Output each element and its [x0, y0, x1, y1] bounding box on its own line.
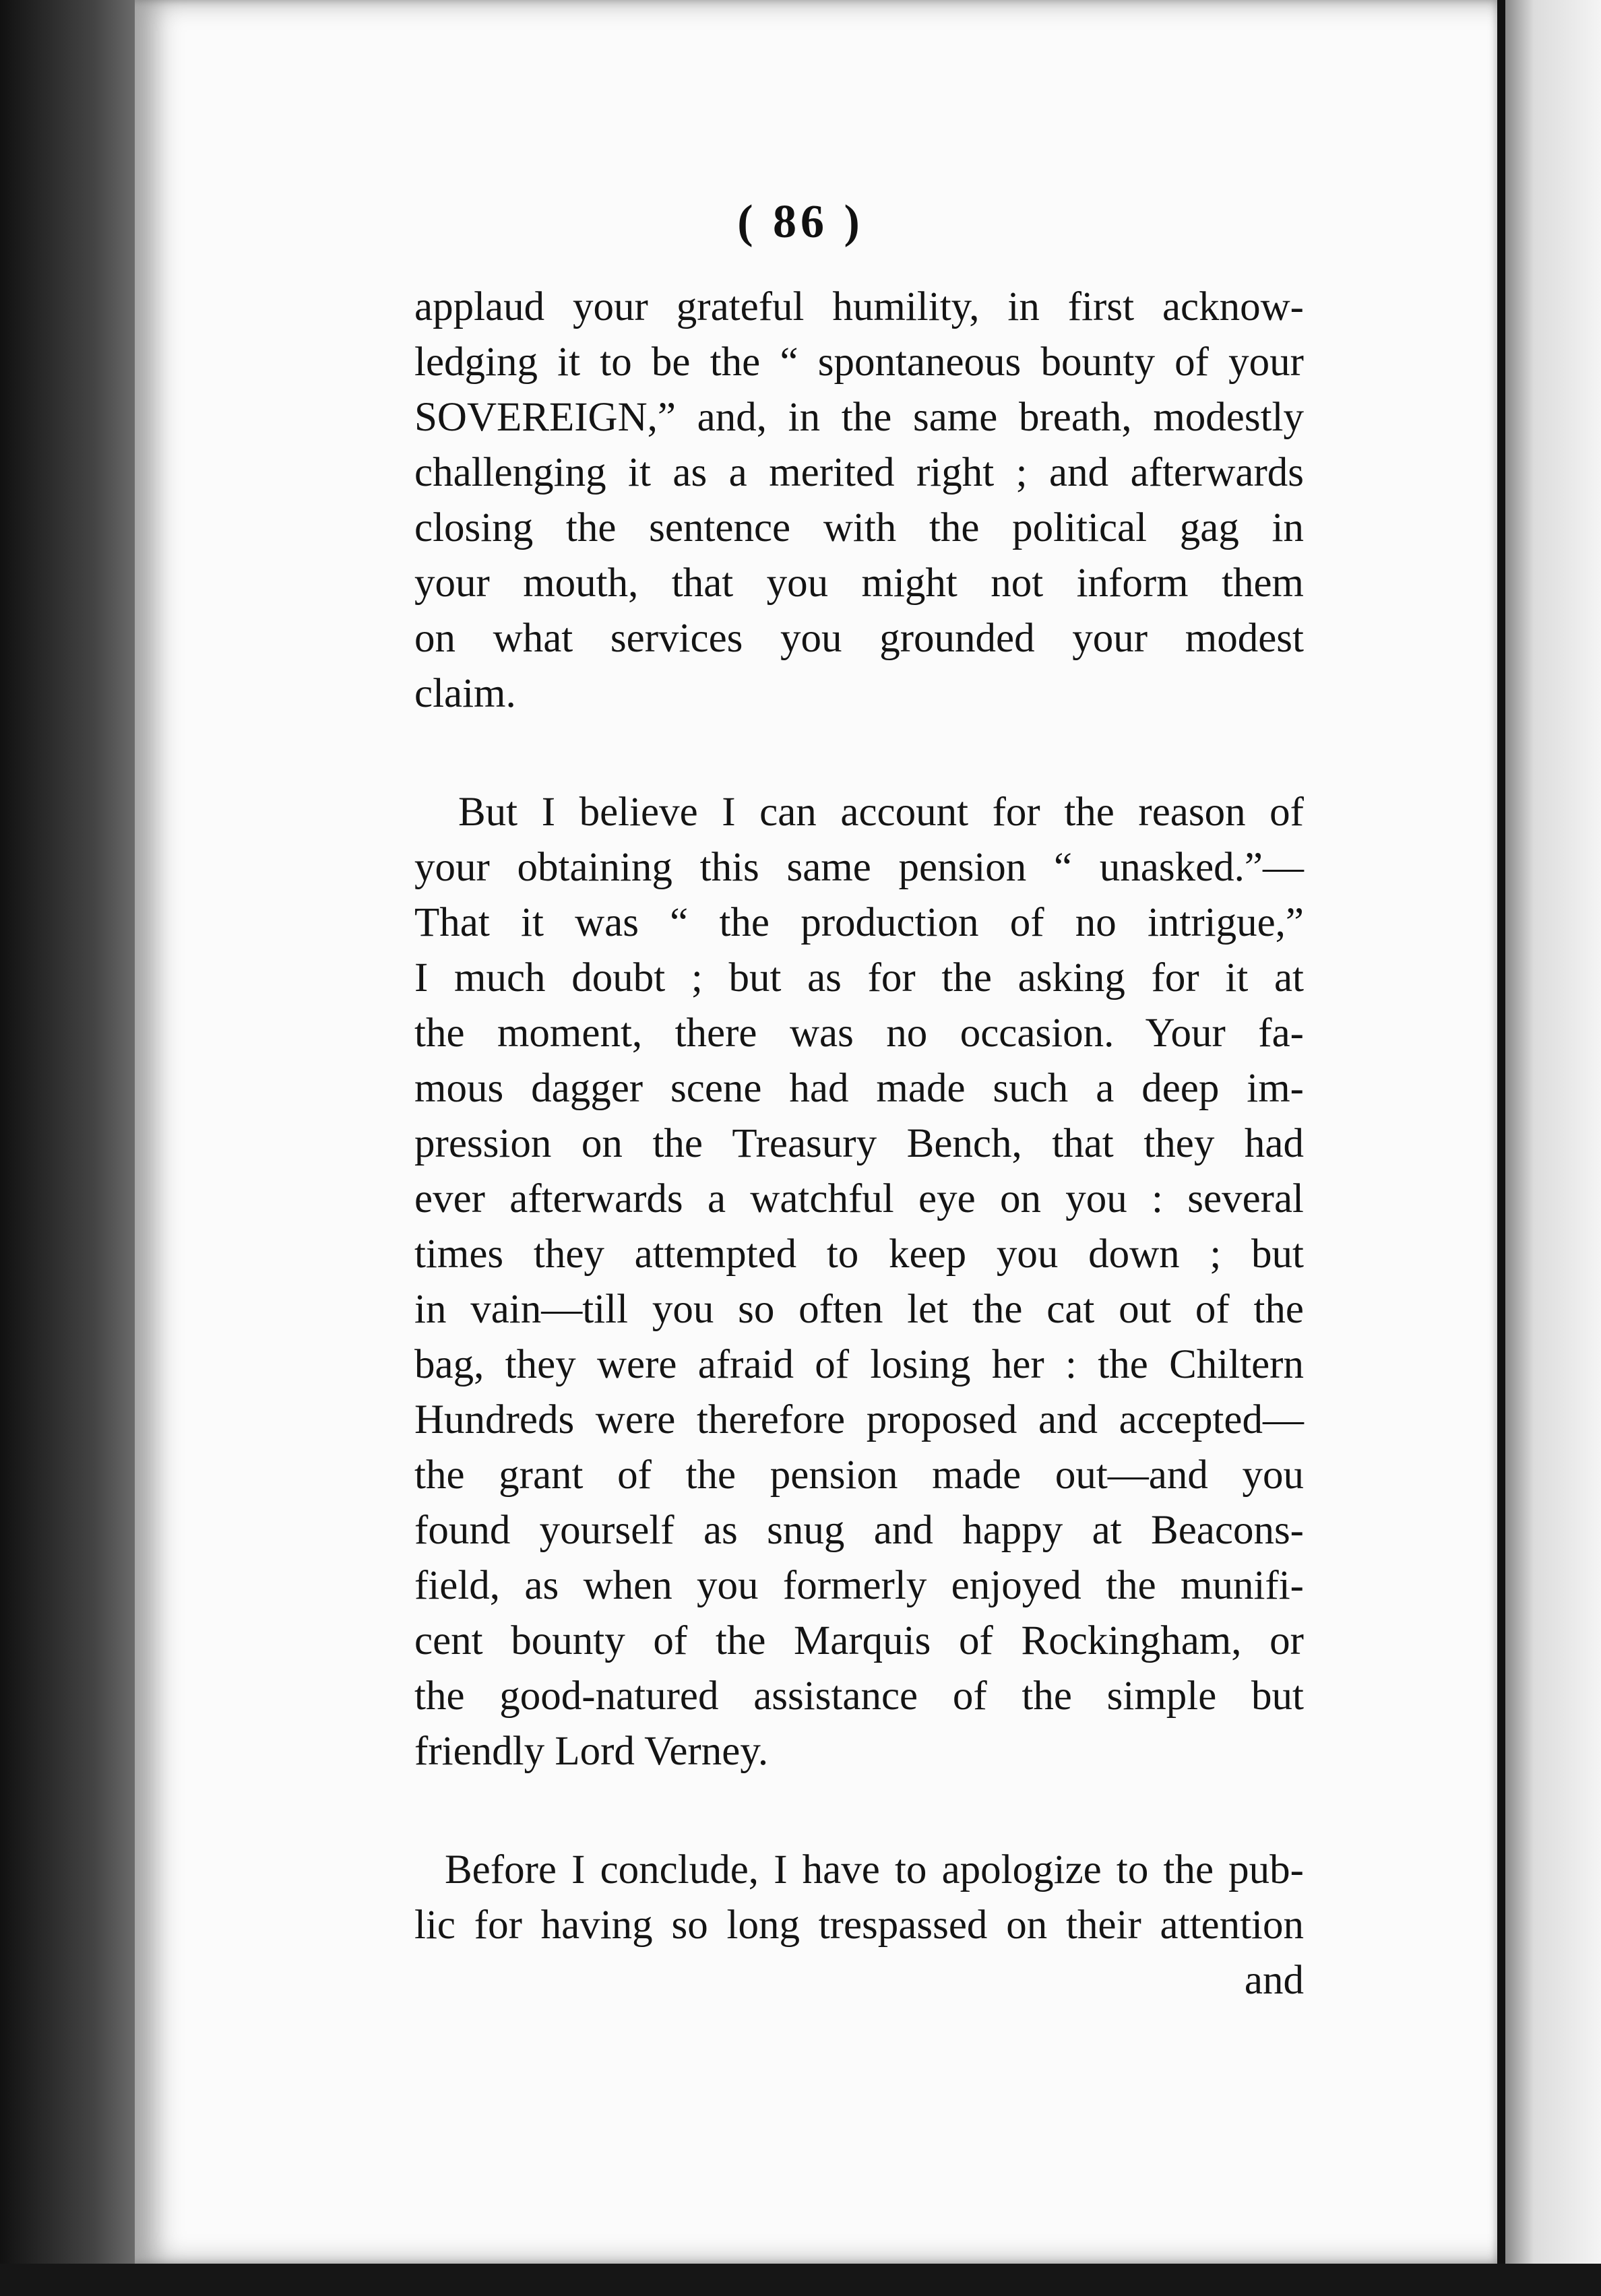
text-line: bag, they were afraid of losing her : the Chiltern	[414, 1342, 1304, 1387]
text-line: friendly Lord Verney.	[414, 1729, 769, 1774]
text-line: Before I conclude, I have to apologize to the pub-	[445, 1847, 1304, 1892]
text-line: Hundreds were therefore proposed and accepted—	[414, 1397, 1304, 1442]
text-line: But I believe I can account for the reason of	[458, 790, 1304, 835]
adjacent-page-edge	[1505, 0, 1601, 2264]
text-line: your mouth, that you might not inform them	[414, 561, 1304, 606]
text-line: times they attempted to keep you down ; but	[414, 1232, 1304, 1277]
text-line: claim.	[414, 671, 516, 716]
text-line: lic for having so long trespassed on their attention	[414, 1903, 1304, 1948]
page-number: ( 86 )	[737, 196, 864, 248]
text-line: the grant of the pension made out—and you	[414, 1453, 1304, 1498]
text-line: pression on the Treasury Bench, that they had	[414, 1121, 1304, 1166]
text-line: mous dagger scene had made such a deep im-	[414, 1066, 1304, 1111]
catchword: and	[1244, 1958, 1304, 2003]
text-line: closing the sentence with the political gag in	[414, 505, 1304, 550]
text-line: found yourself as snug and happy at Beacons-	[414, 1508, 1304, 1553]
text-line: ever afterwards a watchful eye on you : several	[414, 1176, 1304, 1221]
scan-bottom-edge	[0, 2264, 1601, 2296]
text-line: field, as when you formerly enjoyed the munifi-	[414, 1563, 1304, 1608]
text-line: SOVEREIGN,” and, in the same breath, modestly	[414, 395, 1304, 440]
text-line: in vain—till you so often let the cat out of the	[414, 1287, 1304, 1332]
text-line: on what services you grounded your modest	[414, 616, 1304, 661]
page-gutter	[1497, 0, 1505, 2264]
text-line: cent bounty of the Marquis of Rockingham, or	[414, 1618, 1304, 1663]
text-line: the moment, there was no occasion. Your fa-	[414, 1011, 1304, 1056]
text-line: applaud your grateful humility, in first acknow-	[414, 284, 1304, 329]
text-line: ledging it to be the “ spontaneous bounty of your	[414, 340, 1304, 385]
text-line: the good-natured assistance of the simple but	[414, 1673, 1304, 1719]
text-line: That it was “ the production of no intrigue,”	[414, 900, 1304, 945]
text-line: your obtaining this same pension “ unasked.”—	[414, 845, 1304, 890]
book-binding-shadow	[0, 0, 135, 2296]
text-line: I much doubt ; but as for the asking for it at	[414, 955, 1304, 1000]
text-line: challenging it as a merited right ; and afterwards	[414, 450, 1304, 495]
